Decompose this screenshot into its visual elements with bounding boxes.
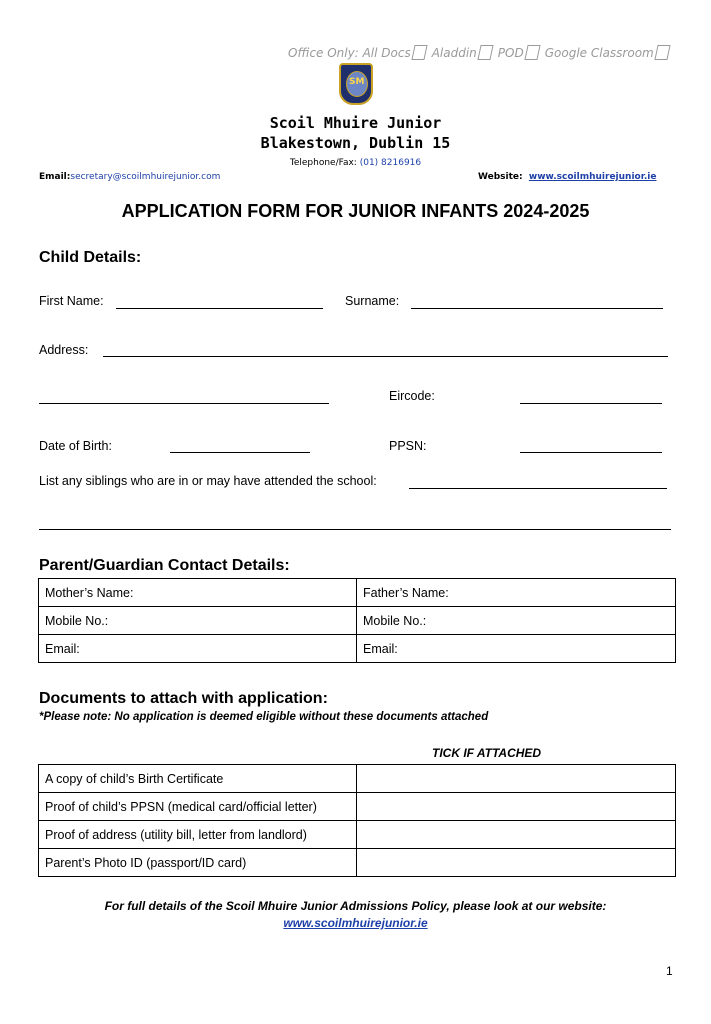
tick-box-photo-id[interactable] — [357, 849, 676, 877]
tick-box-birth-certificate[interactable] — [357, 765, 676, 793]
parent-details-table — [38, 578, 676, 663]
document-ppsn-proof: Proof of child’s PPSN (medical card/official letter) — [39, 793, 357, 821]
first-name-field[interactable] — [116, 308, 323, 309]
siblings-field-line-1[interactable] — [409, 488, 667, 489]
telephone-label: Telephone/Fax: — [289, 158, 357, 168]
table-row — [39, 607, 676, 635]
table-row — [39, 765, 676, 793]
office-only-label: Office Only: — [288, 45, 359, 60]
telephone-number: (01) 8216916 — [359, 158, 422, 168]
office-item-all-docs: All Docs — [362, 45, 411, 60]
office-only-line — [288, 45, 675, 60]
date-of-birth-label: Date of Birth: — [39, 439, 112, 453]
child-details-heading: Child Details: — [39, 249, 142, 266]
form-title: APPLICATION FORM FOR JUNIOR INFANTS 2024-2025 — [121, 201, 590, 221]
office-item-pod: POD — [497, 45, 524, 60]
school-name: Scoil Mhuire Junior — [269, 114, 442, 132]
mother-email-cell[interactable]: Email: — [39, 635, 357, 663]
website-label: Website: — [478, 172, 523, 182]
footer-website-link[interactable]: www.scoilmhuirejunior.ie — [283, 916, 428, 930]
table-row — [39, 579, 676, 607]
tick-box-ppsn-proof[interactable] — [357, 793, 676, 821]
mother-mobile-cell[interactable]: Mobile No.: — [39, 607, 357, 635]
table-row — [39, 821, 676, 849]
table-row — [39, 849, 676, 877]
tick-if-attached-header: TICK IF ATTACHED — [432, 746, 542, 760]
surname-label: Surname: — [345, 294, 400, 308]
website-link[interactable]: www.scoilmhuirejunior.ie — [528, 172, 657, 182]
office-checkbox-aladdin[interactable] — [477, 45, 493, 60]
email-address[interactable]: secretary@scoilmhuirejunior.com — [70, 172, 221, 182]
surname-field[interactable] — [411, 308, 663, 309]
school-header — [0, 113, 711, 153]
document-birth-certificate: A copy of child’s Birth Certificate — [39, 765, 357, 793]
ppsn-field[interactable] — [520, 452, 662, 453]
document-address-proof: Proof of address (utility bill, letter from landlord) — [39, 821, 357, 849]
father-email-cell[interactable]: Email: — [357, 635, 676, 663]
parent-details-heading: Parent/Guardian Contact Details: — [39, 557, 290, 574]
documents-heading: Documents to attach with application: — [39, 690, 328, 707]
date-of-birth-field[interactable] — [170, 452, 310, 453]
table-row — [39, 793, 676, 821]
email-line — [39, 172, 220, 182]
siblings-label: List any siblings who are in or may have attended the school: — [39, 474, 377, 488]
address-field-line-1[interactable] — [103, 356, 668, 357]
school-location: Blakestown, Dublin 15 — [260, 134, 451, 152]
website-line — [478, 172, 656, 182]
office-checkbox-all-docs[interactable] — [411, 45, 427, 60]
page-number: 1 — [666, 964, 673, 978]
first-name-label: First Name: — [39, 294, 104, 308]
school-crest-logo — [339, 63, 373, 105]
documents-table — [38, 764, 676, 877]
office-checkbox-google-classroom[interactable] — [654, 45, 670, 60]
telephone-line — [0, 158, 711, 168]
footer-text: For full details of the Scoil Mhuire Junior Admissions Policy, please look at our website: — [104, 899, 607, 913]
address-label: Address: — [39, 343, 89, 357]
office-checkbox-pod[interactable] — [524, 45, 540, 60]
email-label: Email: — [39, 172, 71, 182]
office-item-aladdin: Aladdin — [431, 45, 477, 60]
office-item-google-classroom: Google Classroom — [544, 45, 654, 60]
fathers-name-cell[interactable]: Father’s Name: — [357, 579, 676, 607]
eircode-label: Eircode: — [389, 389, 435, 403]
ppsn-label: PPSN: — [389, 439, 427, 453]
table-row — [39, 635, 676, 663]
eircode-field[interactable] — [520, 403, 662, 404]
mothers-name-cell[interactable]: Mother’s Name: — [39, 579, 357, 607]
crest-initials: SM — [349, 77, 365, 87]
address-field-line-2[interactable] — [39, 403, 329, 404]
siblings-field-line-2[interactable] — [39, 529, 671, 530]
document-photo-id: Parent’s Photo ID (passport/ID card) — [39, 849, 357, 877]
father-mobile-cell[interactable]: Mobile No.: — [357, 607, 676, 635]
tick-box-address-proof[interactable] — [357, 821, 676, 849]
documents-note: *Please note: No application is deemed eligible without these documents attached — [39, 711, 489, 723]
